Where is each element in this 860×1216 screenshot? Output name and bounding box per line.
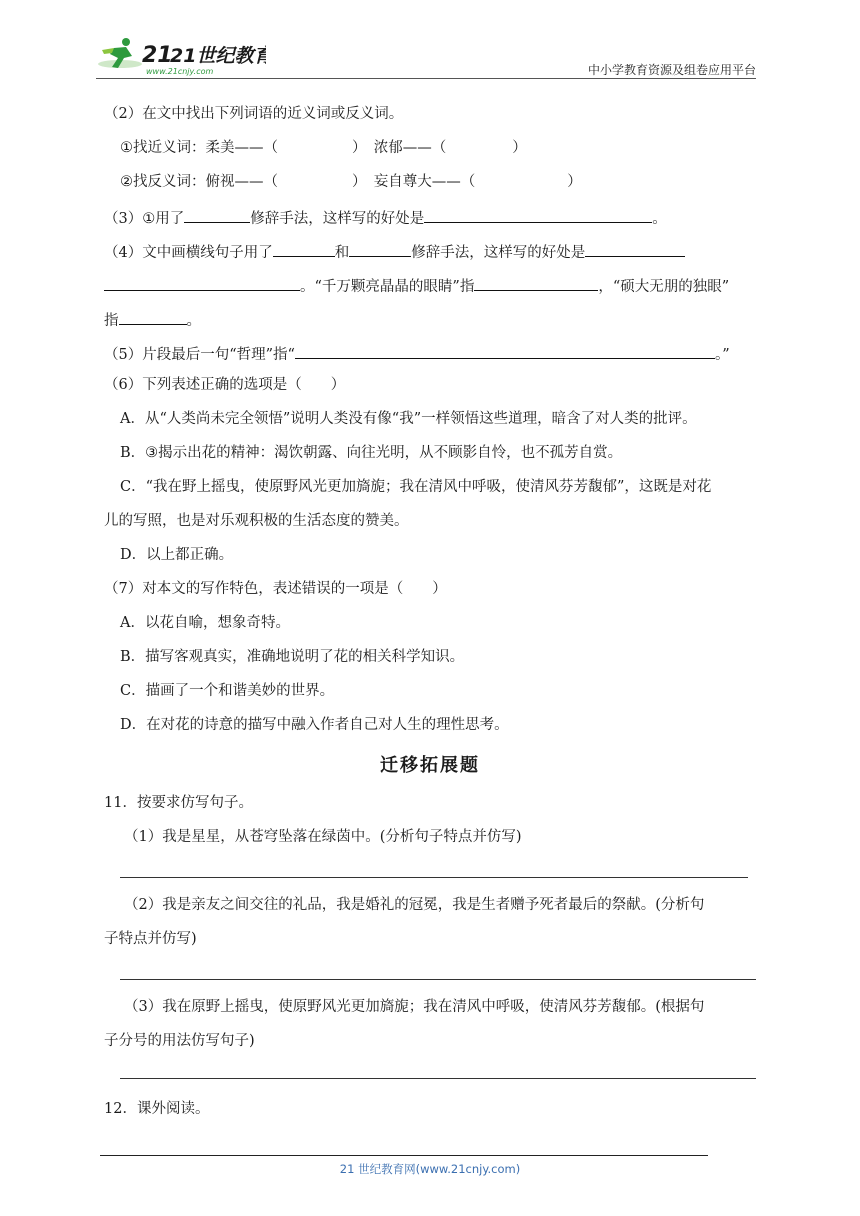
q3-text-b: 修辞手法，这样写的好处是 <box>250 211 425 227</box>
q11-sub1: （1）我是星星，从苍穹坠落在绿茵中。(分析句子特点并仿写) <box>124 829 522 845</box>
q4-text-d: 。“千万颗亮晶晶的眼睛”指 <box>300 279 475 295</box>
q6-option-c-line2: 儿的写照，也是对乐观积极的生活态度的赞美。 <box>104 513 409 529</box>
footer-link[interactable]: 21 世纪教育网(www.21cnjy.com) <box>339 1162 521 1176</box>
q4-text-c: 修辞手法，这样写的好处是 <box>411 245 586 261</box>
q11-sub2-line1: （2）我是亲友之间交往的礼品，我是婚礼的冠冕，我是生者赠予死者最后的祭献。(分析句 <box>124 897 705 913</box>
fill-blank[interactable] <box>424 206 652 223</box>
q2-antonym-line <box>120 172 582 192</box>
q4-text-f: 指 <box>104 313 119 329</box>
q7-title: （7）对本文的写作特色，表述错误的一项是（ ） <box>104 581 447 597</box>
q11-sub2-line2: 子特点并仿写) <box>104 931 197 947</box>
q5-text-b: 。” <box>714 347 730 363</box>
q2-ant-label: 找反义词：俯视——（ <box>133 174 278 190</box>
q4-text-e: ，“硕大无朋的独眼” <box>598 279 730 295</box>
q6-option-d[interactable]: D．以上都正确。 <box>120 547 234 563</box>
q11-sub3-line1: （3）我在原野上摇曳，使原野风光更加旖旎；我在清风中呼吸，使清风芬芳馥郁。(根据句 <box>124 999 705 1015</box>
fill-blank[interactable] <box>119 308 187 325</box>
q3-text-a: 用了 <box>155 211 185 227</box>
circled-number-1: ① <box>142 211 156 227</box>
fill-blank[interactable] <box>273 240 335 257</box>
header-platform-text: 中小学教育资源及组卷应用平台 <box>587 63 756 77</box>
runner-logo-icon <box>96 34 266 80</box>
q4-text-a: （4）文中画横线句子用了 <box>104 245 273 261</box>
q2-syn-mid: ） 浓郁——（ <box>352 140 447 156</box>
fill-blank[interactable] <box>295 342 715 359</box>
header-divider <box>96 78 756 79</box>
circled-number-1: ① <box>120 140 133 156</box>
q4-text-b: 和 <box>334 245 350 261</box>
q12-title: 12．课外阅读。 <box>104 1101 210 1117</box>
svg-text:21: 21 <box>142 43 173 68</box>
option-text: 揭示出花的精神：渴饮朝露、向往光明，从不顾影自怜，也不孤芳自赏。 <box>158 445 623 461</box>
q4-line-3 <box>104 308 201 331</box>
q2-ant-mid: ） 妄自尊大——（ <box>352 174 476 190</box>
q6-title: （6）下列表述正确的选项是（ ） <box>104 377 346 393</box>
q3-line <box>104 206 667 229</box>
fill-blank[interactable] <box>585 240 685 257</box>
footer-divider <box>100 1155 708 1156</box>
q2-syn-label: 找近义词：柔美——（ <box>133 140 278 156</box>
answer-line[interactable] <box>120 1078 756 1079</box>
q2-synonym-line <box>120 138 527 158</box>
answer-line[interactable] <box>120 979 756 980</box>
circled-number-3: ③ <box>145 445 159 461</box>
q6-option-c-line1[interactable]: C．“我在野上摇曳，使原野风光更加旖旎；我在清风中呼吸，使清风芬芳馥郁”，这既是对花 <box>120 479 712 495</box>
q5-line <box>104 342 730 365</box>
q5-text-a: （5）片段最后一句“哲理”指“ <box>104 347 295 363</box>
fill-blank[interactable] <box>184 206 250 223</box>
q6-option-b[interactable] <box>120 443 622 463</box>
q7-option-a[interactable]: A．以花自喻，想象奇特。 <box>120 615 290 631</box>
fill-blank[interactable] <box>349 240 411 257</box>
site-logo <box>96 34 266 80</box>
circled-number-2: ② <box>120 174 133 190</box>
q7-option-c[interactable]: C．描画了一个和谐美妙的世界。 <box>120 683 335 699</box>
q2-title: （2）在文中找出下列词语的近义词或反义词。 <box>104 106 404 122</box>
section-title: 迁移拓展题 <box>380 755 480 776</box>
q7-option-b[interactable]: B．描写客观真实，准确地说明了花的相关科学知识。 <box>120 649 465 665</box>
q11-title: 11．按要求仿写句子。 <box>104 795 253 811</box>
logo-text: 21世纪教育 <box>170 45 266 67</box>
q2-syn-end: ） <box>512 140 527 156</box>
q2-ant-end: ） <box>567 174 582 190</box>
q7-option-d[interactable]: D．在对花的诗意的描写中融入作者自己对人生的理性思考。 <box>120 717 509 733</box>
option-label: B． <box>120 445 146 461</box>
q4-line-1 <box>104 240 685 263</box>
fill-blank[interactable] <box>474 274 598 291</box>
logo-url: www.21cnjy.com <box>146 67 214 76</box>
q4-text-g: 。 <box>186 313 201 329</box>
answer-line[interactable] <box>120 877 748 878</box>
fill-blank[interactable] <box>104 274 300 291</box>
q6-option-a[interactable]: A．从“人类尚未完全领悟”说明人类没有像“我”一样领悟这些道理，暗含了对人类的批评。 <box>120 411 697 427</box>
q3-prefix: （3） <box>104 211 143 227</box>
q11-sub3-line2: 子分号的用法仿写句子) <box>104 1033 255 1049</box>
q3-end: 。 <box>652 211 667 227</box>
q4-line-2 <box>104 274 729 297</box>
